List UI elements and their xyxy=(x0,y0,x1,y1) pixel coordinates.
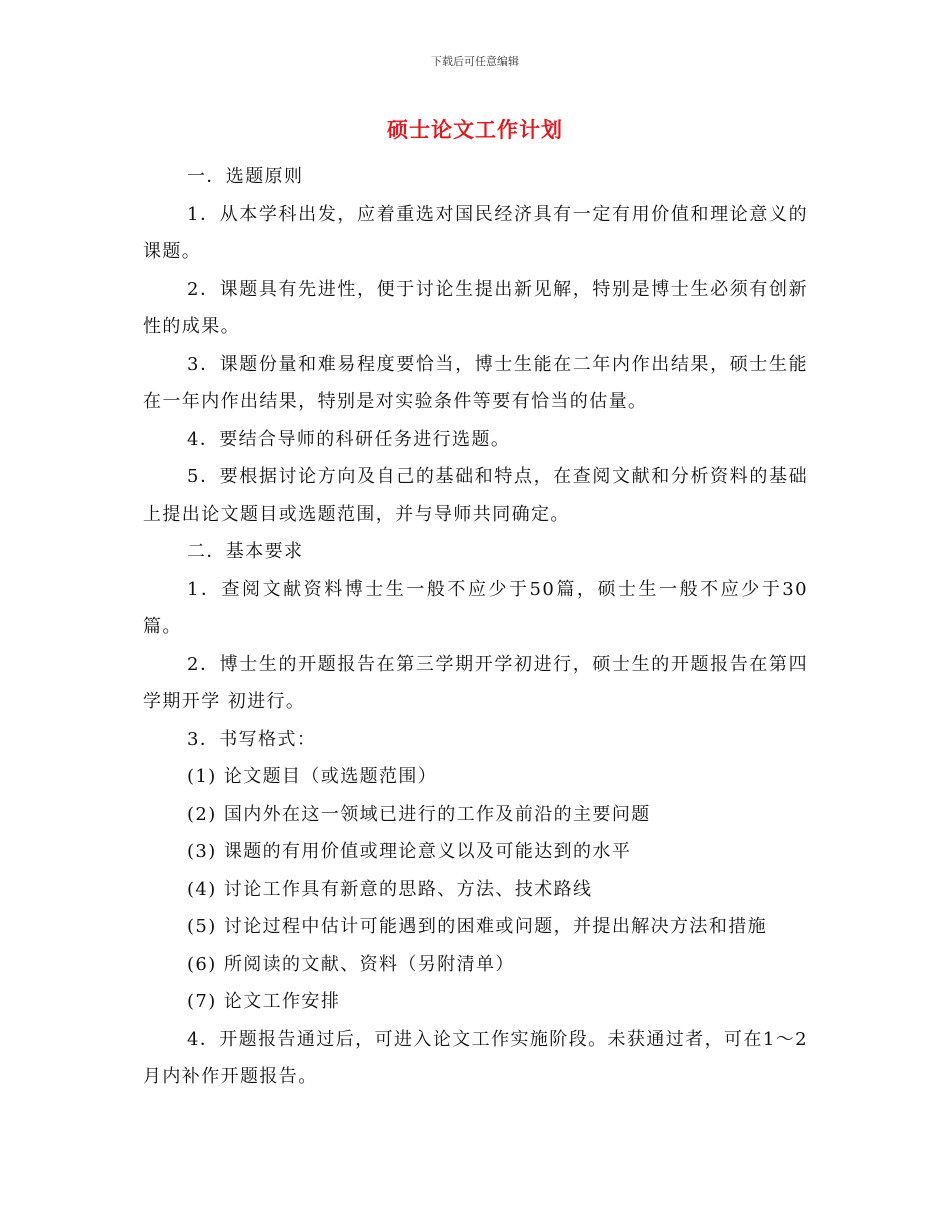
requirement-item-2: 2．博士生的开题报告在第三学期开学初进行，硕士生的开题报告在第四学期开学 初进行。 xyxy=(143,653,808,712)
principle-item-3: 3．课题份量和难易程度要恰当，博士生能在二年内作出结果，硕士生能在一年内作出结果，特别是对实验条件等要有恰当的估量。 xyxy=(143,353,808,412)
document-body xyxy=(143,158,808,1096)
page-header-note: 下载后可任意编辑 xyxy=(431,55,519,68)
principle-item-2: 2．课题具有先进性，便于讨论生提出新见解，特别是博士生必须有创新性的成果。 xyxy=(143,278,808,337)
section-heading-basic-requirements: 二．基本要求 xyxy=(187,541,304,562)
requirement-item-3: 3．书写格式： xyxy=(187,728,317,750)
requirement-item-1: 1．查阅文献资料博士生一般不应少于50篇，硕士生一般不应少于30篇。 xyxy=(143,578,808,637)
requirement-item-4: 4．开题报告通过后，可进入论文工作实施阶段。未获通过者，可在1～2月内补作开题报告。 xyxy=(143,1028,808,1087)
format-sub-item-5: (5) 讨论过程中估计可能遇到的困难或问题，并提出解决方法和措施 xyxy=(187,916,768,937)
section-heading-selection-principles: 一．选题原则 xyxy=(187,166,304,187)
format-sub-item-7: (7) 论文工作安排 xyxy=(187,991,341,1012)
principle-item-4: 4．要结合导师的科研任务进行选题。 xyxy=(187,428,511,450)
document-title: 硕士论文工作计划 xyxy=(387,118,563,142)
principle-item-1: 1．从本学科出发，应着重选对国民经济具有一定有用价值和理论意义的课题。 xyxy=(143,203,808,262)
format-sub-item-4: (4) 讨论工作具有新意的思路、方法、技术路线 xyxy=(187,878,593,900)
format-sub-item-2: (2) 国内外在这一领域已进行的工作及前沿的主要问题 xyxy=(187,803,651,825)
principle-item-5: 5．要根据讨论方向及自己的基础和特点，在查阅文献和分析资料的基础上提出论文题目或选题范围，并与导师共同确定。 xyxy=(143,466,808,525)
format-sub-item-6: (6) 所阅读的文献、资料（另附清单） xyxy=(187,953,515,975)
format-sub-item-3: (3) 课题的有用价值或理论意义以及可能达到的水平 xyxy=(187,841,632,862)
format-sub-item-1: (1) 论文题目（或选题范围） xyxy=(187,766,438,787)
